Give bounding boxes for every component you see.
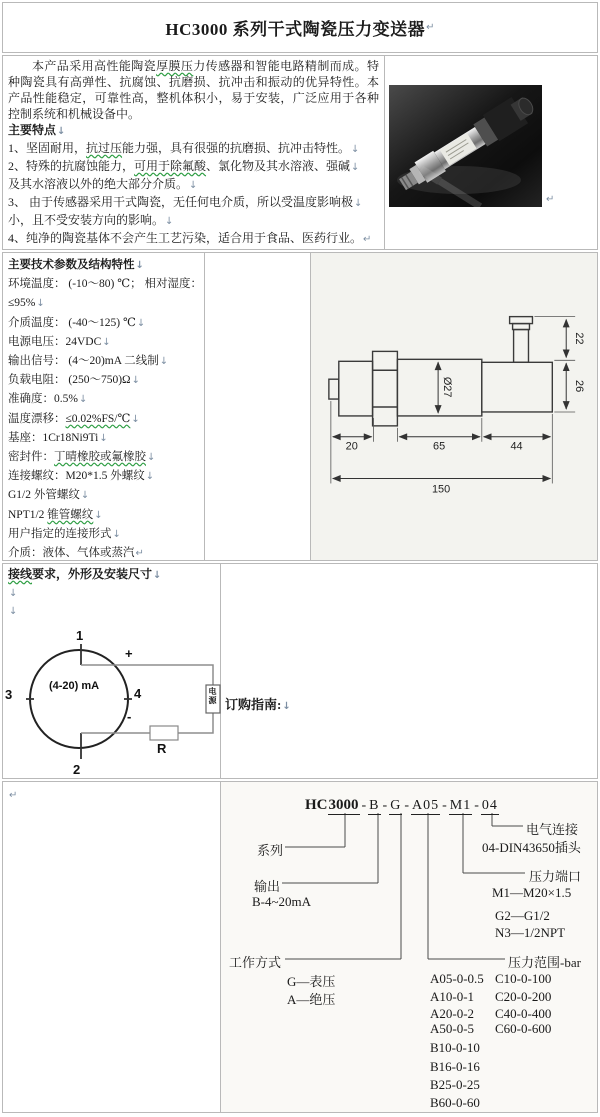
linebreak-mark-icon: ↓ — [9, 606, 18, 617]
spec-line: 基座：1Cr18Ni9Ti↓ — [8, 431, 108, 444]
spec-line: 密封件：丁晴橡胶或氟橡胶↓ — [8, 451, 156, 464]
spec-line: 电源电压：24VDC↓ — [8, 335, 111, 348]
range-item: B60-0-60 — [430, 1095, 480, 1110]
intro-text: 本产品采用高性能陶瓷 — [32, 59, 157, 73]
dimension-drawing-cell — [310, 253, 597, 560]
linebreak-mark-icon: ↓ — [9, 588, 18, 599]
minus-label: - — [127, 709, 132, 724]
spec-line: 连接螺纹：M20*1.5 外螺纹↓ — [8, 470, 155, 483]
title-bar — [2, 2, 598, 53]
electrical-connection-label: 电气连接 — [526, 822, 579, 837]
photo-cell — [384, 56, 597, 249]
empty-cell — [205, 253, 310, 560]
range-item: A50-0-5 — [430, 1021, 475, 1036]
range-item: B25-0-25 — [430, 1077, 480, 1092]
resistor-label: R — [157, 741, 167, 756]
linebreak-mark-icon: ↓ — [135, 260, 144, 271]
linebreak-mark-icon: ↓ — [57, 126, 66, 137]
page-title: HC3000 系列干式陶瓷压力变送器 — [165, 20, 426, 39]
linebreak-mark-icon: ↓ — [165, 216, 174, 227]
spec-line: 负载电阻： (250～750)Ω↓ — [8, 374, 140, 387]
spec-line: 准确度：0.5%↓ — [8, 393, 88, 406]
linebreak-mark-icon: ↓ — [102, 336, 111, 348]
dim-65: 65 — [433, 440, 446, 453]
linebreak-mark-icon: ↓ — [282, 701, 291, 712]
linebreak-mark-icon: ↓ — [189, 180, 198, 191]
feature-line: 小，且不受安装方向的影响。↓ — [8, 213, 174, 227]
spec-line: 用户指定的连接形式↓ — [8, 527, 121, 540]
paragraph-mark-icon: ↵ — [363, 234, 372, 245]
linebreak-mark-icon: ↓ — [354, 198, 363, 209]
code-electrical: 04 — [481, 798, 498, 813]
range-item: A20-0-2 — [430, 1006, 475, 1021]
linebreak-mark-icon: ↓ — [78, 394, 88, 406]
linebreak-mark-icon: ↓ — [159, 356, 169, 368]
features-title: 主要特点↓ — [8, 123, 66, 137]
terminal-1-label: 1 — [76, 628, 84, 643]
linebreak-mark-icon: ↓ — [145, 471, 155, 483]
dim-22: 22 — [573, 332, 586, 345]
code-series: 3000 — [328, 797, 359, 813]
linebreak-mark-icon: ↓ — [112, 528, 121, 540]
order-guide-cell — [221, 564, 597, 778]
specs-cell — [3, 253, 205, 560]
dimension-drawing — [311, 253, 597, 560]
range-item: B10-0-10 — [430, 1040, 480, 1055]
linebreak-mark-icon: ↓ — [153, 570, 162, 581]
range-item: A10-0-1 — [430, 989, 475, 1004]
port-option-n3: N3—1/2NPT — [495, 925, 566, 940]
paragraph-mark-icon: ↵ — [546, 194, 555, 205]
range-item: C10-0-100 — [495, 971, 552, 986]
code-mode: G — [390, 798, 402, 813]
current-range-label: (4-20) mA — [48, 680, 100, 692]
specs-title: 主要技术参数及结构特性↓ — [8, 259, 144, 271]
terminal-3-label: 3 — [5, 687, 13, 702]
order-code: HC3000 - B - G - A05 - M1 - 04 — [305, 797, 498, 813]
feature-line: 及其水溶液以外的绝大部分介质。↓ — [8, 177, 198, 191]
port-option-m1: M1—M20×1.5 — [492, 885, 572, 900]
intro-text: 力传感器和智能电路精制而成。特种陶瓷具有高弹性、抗腐蚀、抗磨损、抗冲击和振动的优异特性。本产品性能稳定，可靠性高，整机体积小，易于安装，广泛应用于各种控制系统和机械设备中。 — [8, 59, 379, 121]
linebreak-mark-icon: ↓ — [94, 509, 103, 521]
spec-line: 环境温度： (-10～80) ℃； 相对湿度： — [8, 278, 202, 291]
dim-44: 44 — [510, 440, 523, 453]
feature-line: 2、特殊的抗腐蚀能力，可用于除氟酸、氯化物及其水溶液、强碱↓ — [8, 159, 360, 173]
spec-line: ≤95%↓ — [8, 297, 45, 310]
linebreak-mark-icon: ↓ — [99, 432, 108, 444]
terminal-2-label: 2 — [73, 762, 81, 777]
power-supply-label: 电源 — [208, 687, 217, 705]
overview-section — [2, 55, 598, 250]
code-prefix: HC — [305, 797, 328, 813]
pressure-port-label: 压力端口 — [529, 869, 582, 884]
feature-line: 1、坚固耐用，抗过压能力强，具有很强的抗磨损、抗冲击特性。↓ — [8, 141, 360, 155]
product-photo — [389, 85, 542, 207]
wiring-title: 接线要求，外形及安装尺寸↓ — [8, 567, 162, 581]
spec-line: 温度漂移：≤0.02%FS/℃↓ — [8, 412, 140, 425]
empty-cell — [3, 782, 221, 1112]
output-option: B-4~20mA — [252, 894, 312, 909]
linebreak-mark-icon: ↓ — [351, 162, 360, 173]
dim-diameter: Ø27 — [441, 376, 454, 398]
terminal-4-label: 4 — [134, 686, 142, 701]
spec-line: NPT1/2 锥管螺纹↓ — [8, 508, 103, 521]
linebreak-mark-icon: ↓ — [80, 490, 90, 502]
linebreak-mark-icon: ↓ — [147, 452, 156, 464]
specs-section — [2, 252, 598, 561]
paragraph-mark-icon: ↵ — [426, 22, 435, 33]
wiring-section — [2, 563, 598, 779]
range-item: A05-0-0.5 — [430, 971, 484, 986]
code-port: M1 — [449, 798, 472, 813]
linebreak-mark-icon: ↓ — [136, 317, 146, 329]
linebreak-mark-icon: ↓ — [131, 375, 140, 387]
electrical-option: 04-DIN43650插头 — [482, 840, 581, 855]
ordering-diagram — [221, 782, 597, 1112]
range-item: C40-0-400 — [495, 1006, 552, 1021]
pressure-range-label: 压力范围-bar — [508, 955, 581, 970]
range-item: C60-0-600 — [495, 1021, 552, 1036]
range-item: C20-0-200 — [495, 989, 552, 1004]
dim-26: 26 — [573, 380, 586, 393]
wiring-diagram — [3, 564, 221, 778]
spec-line: 介质：液体、气体或蒸汽↵ — [8, 547, 144, 560]
port-option-g2: G2—G1/2 — [495, 908, 550, 923]
mode-option-absolute: A—绝压 — [287, 992, 336, 1007]
ordering-section — [2, 781, 598, 1113]
range-item: B16-0-16 — [430, 1059, 480, 1074]
dim-20: 20 — [345, 440, 358, 453]
intro-paragraph — [8, 58, 379, 122]
paragraph-mark-icon: ↵ — [135, 548, 144, 560]
spec-line: 输出信号： (4～20)mA 二线制↓ — [8, 355, 169, 368]
mode-label: 工作方式 — [229, 955, 282, 970]
code-output: B — [369, 798, 380, 813]
spec-line: 介质温度： (-40～125) ℃↓ — [8, 316, 146, 329]
series-label: 系列 — [257, 843, 284, 858]
plus-label: + — [125, 646, 133, 661]
linebreak-mark-icon: ↓ — [131, 413, 140, 425]
feature-line: 4、纯净的陶瓷基体不会产生工艺污染，适合用于食品、医药行业。↵ — [8, 231, 372, 245]
feature-line: 3、 由于传感器采用干式陶瓷，无任何电介质，所以受温度影响极↓ — [8, 195, 363, 209]
output-label: 输出 — [254, 879, 281, 894]
dim-150: 150 — [431, 483, 451, 496]
order-guide-title: 订购指南:↓ — [225, 697, 291, 712]
spellcheck-marked-text: 厚膜压 — [156, 59, 194, 73]
linebreak-mark-icon: ↓ — [351, 144, 360, 155]
linebreak-mark-icon: ↓ — [36, 298, 45, 310]
code-range: A05 — [411, 798, 440, 813]
wiring-cell — [3, 564, 221, 778]
mode-option-gauge: G—表压 — [287, 974, 336, 989]
intro-cell — [3, 56, 384, 249]
paragraph-mark-icon: ↵ — [9, 790, 18, 801]
spec-line: G1/2 外管螺纹↓ — [8, 489, 90, 502]
